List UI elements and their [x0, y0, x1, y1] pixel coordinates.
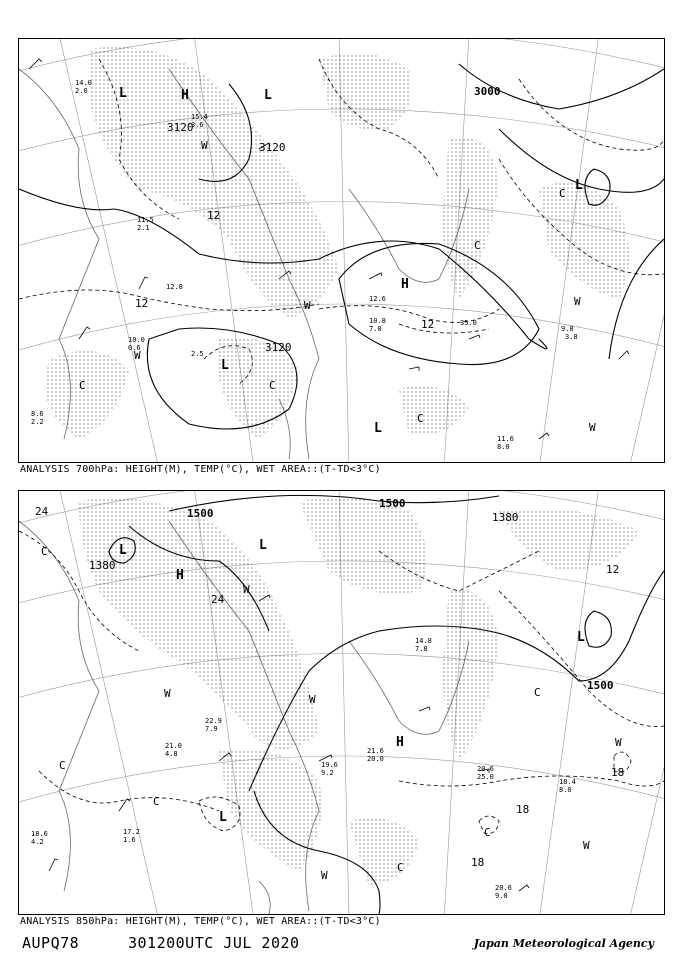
- station-obs: 14.8: [415, 637, 432, 645]
- station-obs: 8.0: [497, 443, 510, 451]
- contour-label: 24: [211, 593, 225, 606]
- map-panel-850hpa: [18, 490, 665, 915]
- temp-marker: W: [309, 693, 316, 706]
- contour-label: 3120: [167, 121, 194, 134]
- temp-marker: C: [397, 861, 404, 874]
- temp-marker: W: [589, 421, 596, 434]
- station-obs: 10.0: [128, 336, 145, 344]
- pressure-center: H: [401, 277, 409, 292]
- contour-label: 1500: [187, 507, 214, 520]
- station-obs: 11.6: [497, 435, 514, 443]
- station-obs: 20.0: [367, 755, 384, 763]
- contour-label: 1500: [379, 497, 406, 510]
- temp-marker: W: [615, 736, 622, 749]
- temp-marker: W: [164, 687, 171, 700]
- station-obs: 20.6: [477, 765, 494, 773]
- valid-time: 301200UTC JUL 2020: [128, 934, 300, 952]
- station-obs: 12.8: [166, 283, 183, 291]
- contour-label: 18: [516, 803, 530, 816]
- pressure-center: H: [176, 568, 184, 583]
- temp-marker: C: [559, 187, 566, 200]
- station-obs: 22.9: [205, 717, 222, 725]
- contour-label: 3120: [265, 341, 292, 354]
- station-obs: 1.6: [123, 836, 136, 844]
- pressure-center: L: [575, 178, 583, 193]
- contour-label: 18: [471, 856, 485, 869]
- station-obs: 2.1: [137, 224, 150, 232]
- caption-700hpa: ANALYSIS 700hPa: HEIGHT(M), TEMP(°C), WET AREA::(T-TD<3°C): [20, 464, 381, 475]
- temp-marker: W: [583, 839, 590, 852]
- temp-marker: C: [474, 239, 481, 252]
- temp-marker: W: [574, 295, 581, 308]
- station-obs: 4.8: [165, 750, 178, 758]
- contour-label: 12: [135, 297, 149, 310]
- temp-marker: C: [79, 379, 86, 392]
- caption-850hpa: ANALYSIS 850hPa: HEIGHT(M), TEMP(°C), WET AREA::(T-TD<3°C): [20, 916, 381, 927]
- station-obs: 2.5: [191, 350, 204, 358]
- temp-marker: C: [484, 826, 491, 839]
- pressure-center: L: [221, 358, 229, 373]
- pressure-center: H: [181, 88, 189, 103]
- station-obs: 9.8: [561, 325, 574, 333]
- contour-label: 3120: [259, 141, 286, 154]
- station-obs: 7.0: [369, 325, 382, 333]
- contour-label: 1380: [89, 559, 116, 572]
- contour-label: 24: [35, 505, 49, 518]
- pressure-center: L: [577, 630, 585, 645]
- station-obs: 9.0: [495, 892, 508, 900]
- station-obs: 4.2: [31, 838, 44, 846]
- station-obs: 20.6: [495, 884, 512, 892]
- temp-marker: C: [41, 545, 48, 558]
- station-obs: 15.4: [191, 113, 208, 121]
- station-obs: 8.6: [31, 410, 44, 418]
- map-panel-700hpa: [18, 38, 665, 463]
- pressure-center: L: [219, 810, 227, 825]
- pressure-center: L: [119, 86, 127, 101]
- station-obs: 18.6: [31, 830, 48, 838]
- contour-label: 1500: [587, 679, 614, 692]
- contour-label: 12: [606, 563, 620, 576]
- station-obs: 8.0: [559, 786, 572, 794]
- station-obs: 2.2: [31, 418, 44, 426]
- contour-label: 3000: [474, 85, 501, 98]
- station-obs: 11.5: [137, 216, 154, 224]
- station-obs: 3.8: [565, 333, 578, 341]
- station-obs: 35.0: [460, 319, 477, 327]
- temp-marker: W: [304, 299, 311, 312]
- station-obs: 14.0: [75, 79, 92, 87]
- station-obs: 18.4: [559, 778, 576, 786]
- temp-marker: C: [534, 686, 541, 699]
- agency-name: Japan Meteorological Agency: [473, 937, 654, 950]
- station-obs: 7.8: [415, 645, 428, 653]
- temp-marker: W: [201, 139, 208, 152]
- temp-marker: C: [269, 379, 276, 392]
- station-obs: 2.0: [75, 87, 88, 95]
- station-obs: 0.6: [128, 344, 141, 352]
- wet-areas-850: [79, 498, 639, 886]
- station-obs: 3.6: [191, 121, 204, 129]
- pressure-center: L: [374, 421, 382, 436]
- station-obs: 9.2: [321, 769, 334, 777]
- station-obs: 7.9: [205, 725, 218, 733]
- map-850hpa-canvas: [19, 491, 664, 914]
- station-obs: 21.0: [165, 742, 182, 750]
- station-obs: 17.2: [123, 828, 140, 836]
- contour-label: 12: [421, 318, 435, 331]
- temp-marker: W: [321, 869, 328, 882]
- station-obs: 10.8: [369, 317, 386, 325]
- pressure-center: H: [396, 735, 404, 750]
- station-obs: 25.0: [477, 773, 494, 781]
- pressure-center: L: [264, 88, 272, 103]
- temp-marker: C: [153, 795, 160, 808]
- temp-marker: W: [243, 583, 250, 596]
- station-obs: 19.6: [321, 761, 338, 769]
- station-obs: 21.6: [367, 747, 384, 755]
- temp-marker: C: [59, 759, 66, 772]
- pressure-center: L: [259, 538, 267, 553]
- map-700hpa-canvas: [19, 39, 664, 462]
- pressure-center: L: [119, 543, 127, 558]
- temp-marker: C: [417, 412, 424, 425]
- temp-marker: W: [134, 349, 141, 362]
- contour-label: 18: [611, 766, 625, 779]
- station-obs: 12.6: [369, 295, 386, 303]
- contour-label: 1380: [492, 511, 519, 524]
- contour-label: 12: [207, 209, 221, 222]
- chart-code: AUPQ78: [22, 934, 80, 952]
